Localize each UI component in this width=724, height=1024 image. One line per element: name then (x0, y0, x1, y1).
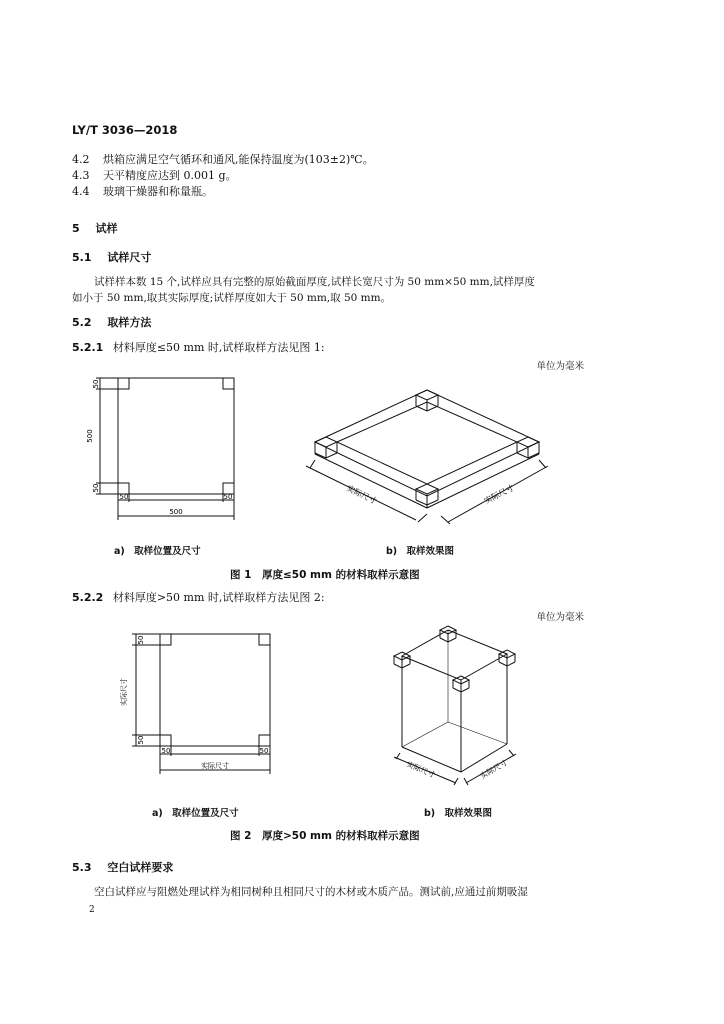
section-5-heading (72, 221, 118, 237)
sample-corner (160, 634, 171, 645)
clause-number: 5.2.1 (72, 341, 104, 354)
subcaption-text: 取样效果图 (444, 808, 492, 819)
sample-corner (118, 378, 129, 389)
sample-corner (259, 735, 270, 746)
subcaption-text: 取样位置及尺寸 (172, 808, 239, 819)
dim-label: 50 (223, 493, 233, 501)
dim-label: 实际尺寸 (120, 678, 128, 706)
dim-label: 500 (169, 508, 183, 516)
unit-note: 单位为毫米 (536, 612, 584, 623)
dim-label: 50 (259, 747, 269, 755)
clause-number: 4.2 (72, 153, 90, 166)
paragraph-line: 试样样本数 15 个,试样应具有完整的原始截面厚度,试样长宽尺寸为 50 mm×50 mm,试样厚度 (94, 276, 535, 288)
figure-1-subcaption-a (114, 543, 201, 557)
clause-4-3 (72, 168, 237, 184)
clause-text: 烘箱应满足空气循环和通风,能保持温度为(103±2)℃。 (103, 153, 374, 166)
clause-text: 材料厚度≤50 mm 时,试样取样方法见图 1: (112, 341, 325, 354)
isometric-slab (306, 390, 548, 524)
figure-2-drawing (110, 622, 560, 792)
doc-code-header: LY/T 3036—2018 (72, 123, 178, 137)
section-number: 5.2 (72, 316, 92, 329)
page-number: 2 (89, 905, 95, 915)
sample-cube (315, 437, 337, 458)
clause-text: 天平精度应达到 0.001 g。 (103, 169, 237, 182)
figure-2-subcaption-b (424, 805, 492, 819)
unit-note: 单位为毫米 (536, 361, 584, 372)
clause-number: 4.3 (72, 169, 90, 182)
section-title: 空白试样要求 (107, 861, 174, 874)
sample-cube (499, 650, 515, 666)
sample-corner (160, 735, 171, 746)
subcaption-text: 取样位置及尺寸 (134, 546, 201, 557)
sample-corner (223, 378, 234, 389)
iso-dim-label: 实际尺寸 (405, 759, 437, 780)
dim-label: 实际尺寸 (201, 762, 229, 770)
dim-label: 50 (137, 635, 145, 645)
paragraph-line: 如小于 50 mm,取其实际厚度;试样厚度如大于 50 mm,取 50 mm。 (72, 292, 392, 304)
section-number: 5.3 (72, 861, 92, 874)
subcaption-tag: b) (424, 808, 436, 819)
figure-2-subcaption-a (152, 805, 239, 819)
section-5-3-heading (72, 860, 173, 876)
dim-label: 50 (119, 493, 129, 501)
figure-1-subcaption-b (386, 543, 454, 557)
sample-corner (259, 634, 270, 645)
clause-number: 4.4 (72, 185, 90, 198)
clause-text: 材料厚度>50 mm 时,试样取样方法见图 2: (112, 591, 325, 604)
subcaption-tag: a) (152, 808, 163, 819)
section-5-1-heading (72, 250, 151, 266)
dim-label: 50 (92, 379, 100, 389)
sample-cube (440, 626, 456, 642)
clause-4-2 (72, 152, 374, 168)
sample-cube (517, 437, 539, 458)
paragraph-line: 空白试样应与阻燃处理试样为相同树种且相同尺寸的木材或木质产品。测试前,应通过前期吸湿 (94, 886, 528, 898)
sample-cube (453, 676, 469, 692)
section-title: 试样尺寸 (107, 251, 152, 264)
board-outline (118, 378, 234, 494)
clause-number: 5.2.2 (72, 591, 104, 604)
clause-5-2-1 (72, 340, 325, 356)
section-title: 试样 (95, 222, 118, 235)
clause-text: 玻璃干燥器和称量瓶。 (103, 185, 213, 198)
dim-label: 50 (137, 735, 145, 745)
subcaption-tag: b) (386, 546, 398, 557)
subcaption-text: 取样效果图 (406, 546, 454, 557)
iso-dim-label: 实际尺寸 (478, 757, 509, 781)
iso-dim-label: 实际尺寸 (482, 483, 516, 506)
dim-label: 50 (161, 747, 171, 755)
figure-1-drawing (78, 372, 658, 532)
section-number: 5 (72, 222, 80, 235)
subcaption-tag: a) (114, 546, 125, 557)
dim-label: 50 (92, 483, 100, 493)
clause-5-2-2 (72, 590, 325, 606)
iso-dim-label: 实际尺寸 (345, 483, 378, 506)
figure-1-caption: 图 1 厚度≤50 mm 的材料取样示意图 (230, 569, 420, 581)
section-5-2-heading (72, 315, 151, 331)
figure-2-caption: 图 2 厚度>50 mm 的材料取样示意图 (230, 830, 420, 842)
sample-cube (416, 484, 438, 505)
dim-label: 500 (86, 429, 94, 443)
board-outline (160, 634, 270, 746)
sample-cube (416, 390, 438, 411)
section-title: 取样方法 (107, 316, 152, 329)
clause-4-4 (72, 184, 213, 200)
section-number: 5.1 (72, 251, 92, 264)
sample-cube (394, 652, 410, 668)
